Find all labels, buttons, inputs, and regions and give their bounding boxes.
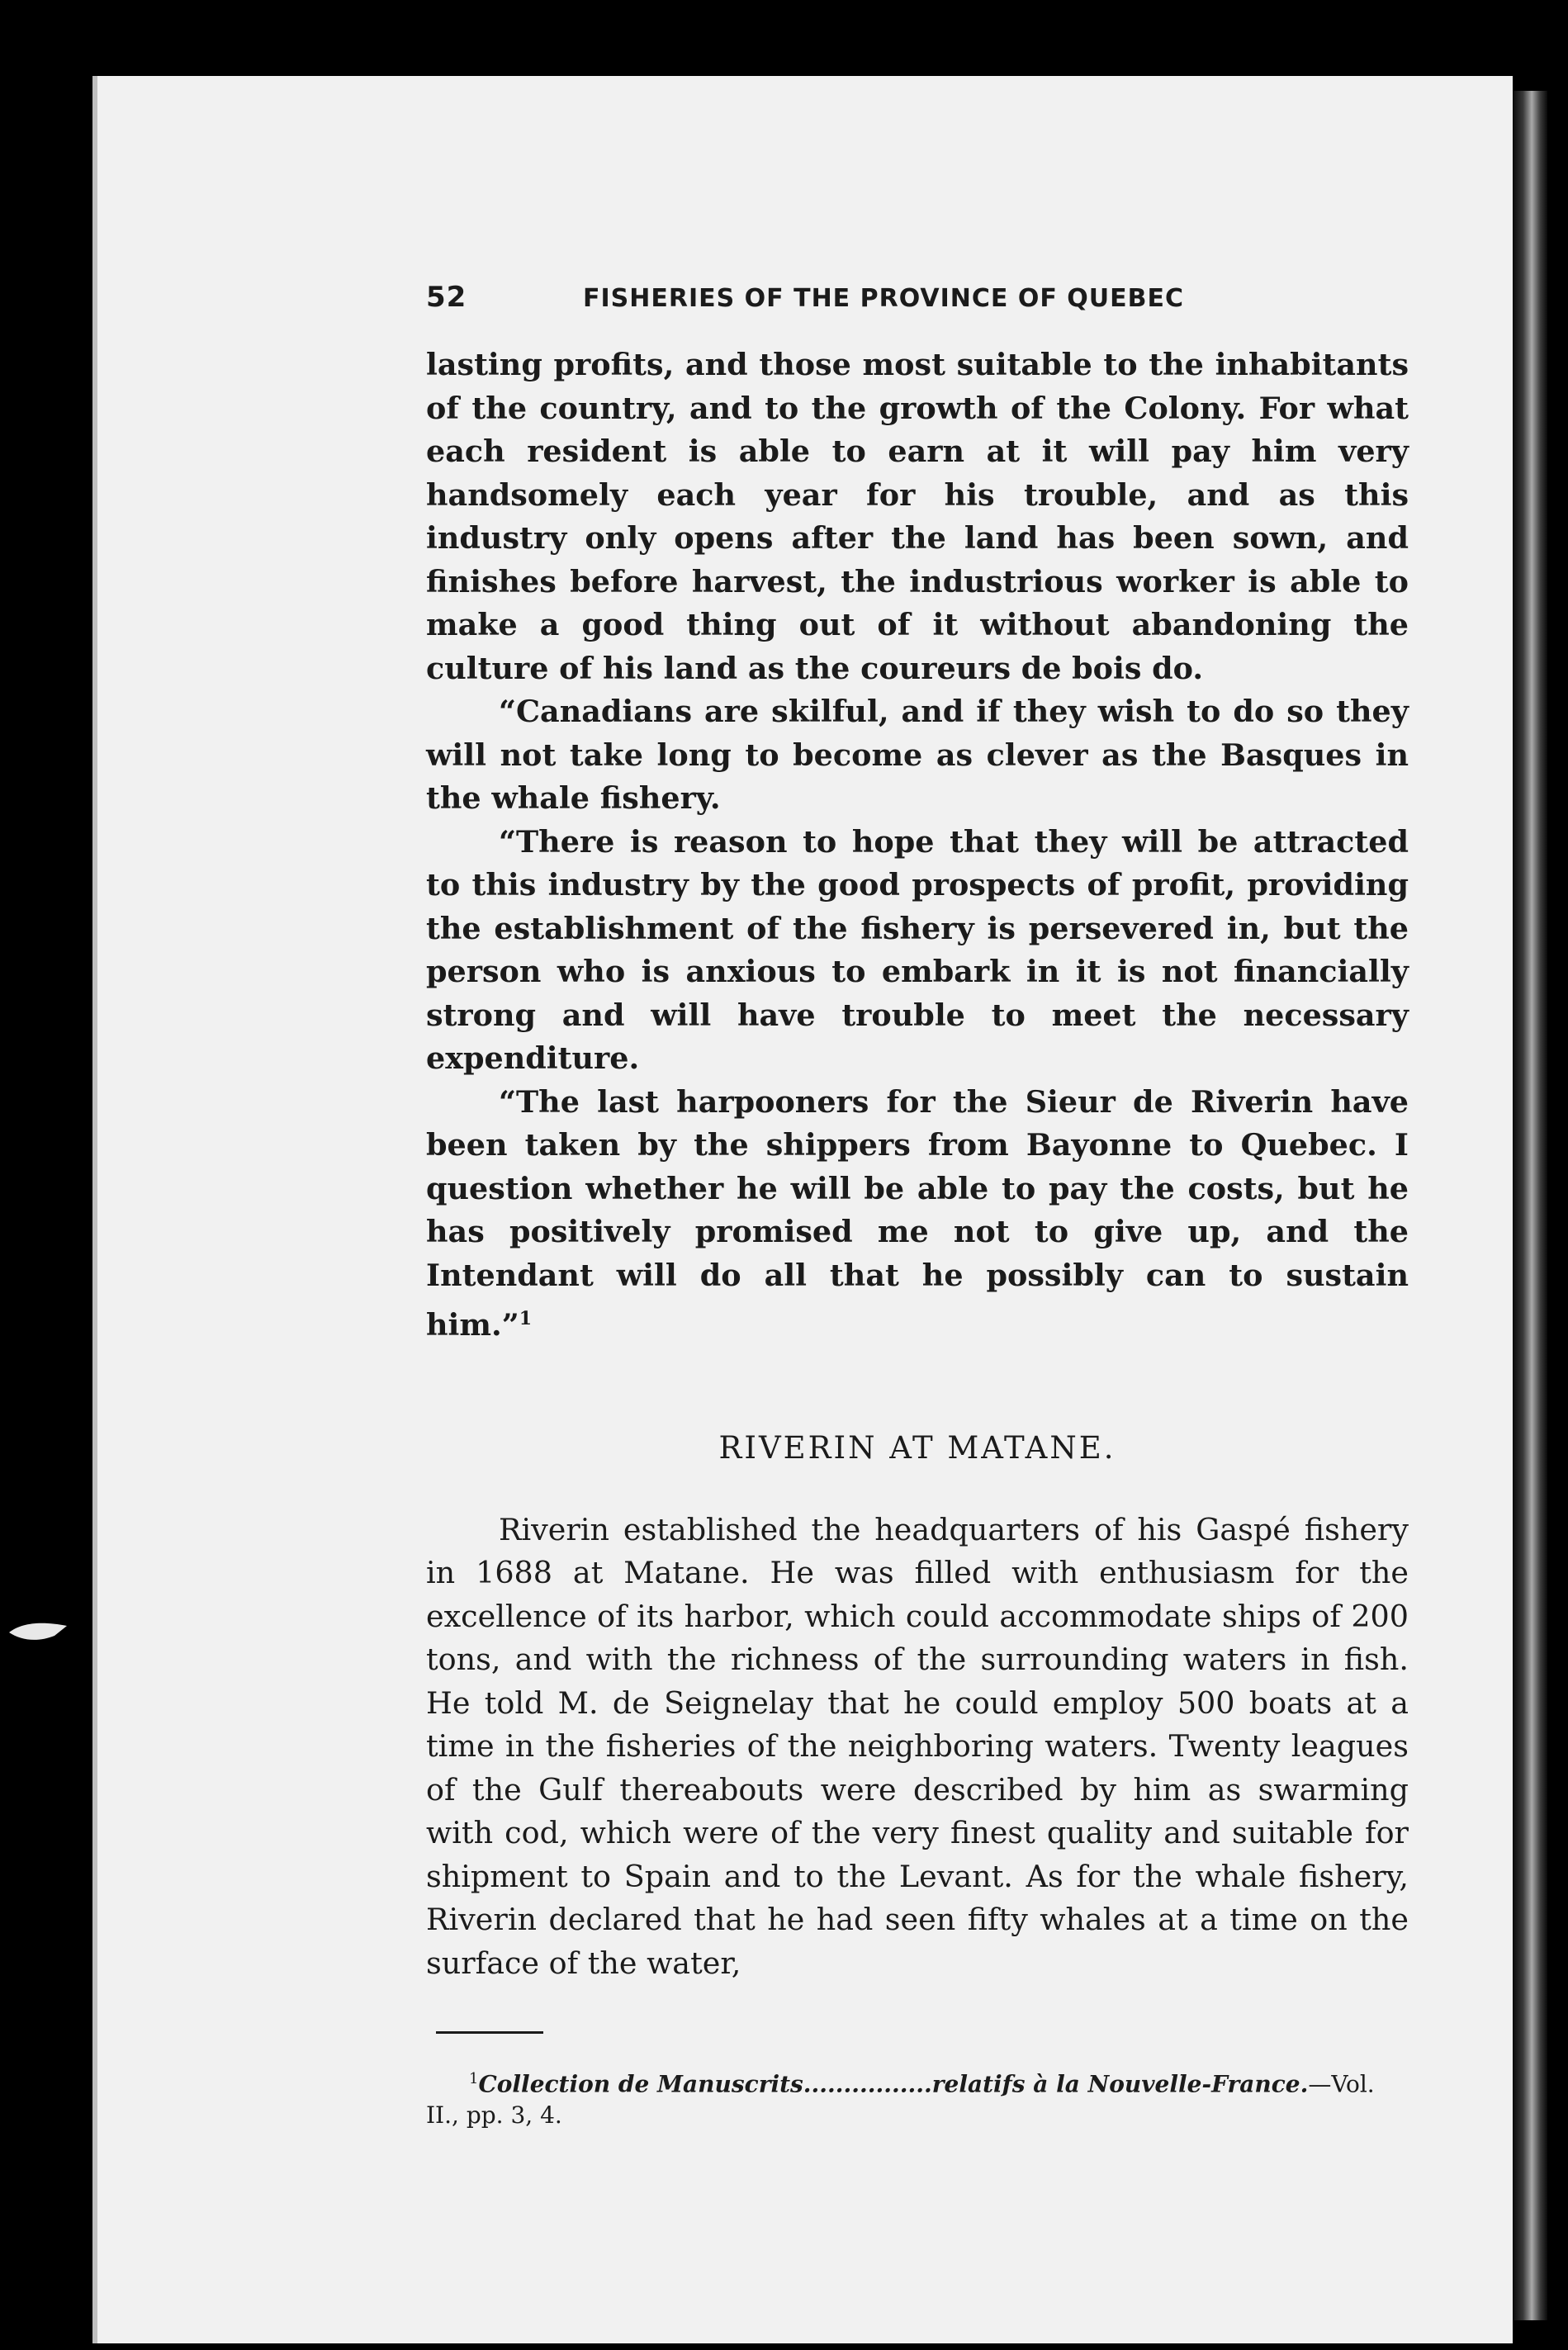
footnote-reference: 1 [519, 1308, 533, 1329]
scan-artifact-mark [5, 1614, 71, 1647]
running-title: FISHERIES OF THE PROVINCE OF QUEBEC [583, 284, 1185, 313]
footnote-source-title: Collection de Manuscrits................relatifs à la Nouvelle-France. [478, 2070, 1309, 2098]
footnote-divider [436, 2031, 543, 2034]
section-heading: RIVERIN AT MATANE. [718, 1429, 1116, 1466]
running-head [426, 281, 1409, 314]
paragraph-4-text: “The last harpooners for the Sieur de Riverin have been taken by the shippers from Bayonne to Quebec. I question whether he will be able to pay the costs, but he has positively promised me not to give up, and the Intendant will do all that he possibly can to sustain him.” [426, 1083, 1409, 1343]
section-paragraph: Riverin established the headquarters of his Gaspé fishery in 1688 at Matane. He was filled with enthusiasm for the excellence of its harbor, which could accommodate ships of 200 tons, and with the richness of the surrounding waters in fish. He told M. de Seignelay that he could employ 500 boats at a time in the fisheries of the neighboring waters. Twenty leagues of the Gulf thereabouts were described by him as swarming with cod, which were of the very finest quality and suitable for shipment to Spain and to the Levant. As for the whale fishery, Riverin declared that he had seen fifty whales at a time on the surface of the water, [426, 1511, 1409, 1981]
footnote-mark: 1 [469, 2070, 479, 2088]
section-body [426, 1509, 1409, 1986]
paragraph-3: “There is reason to hope that they will be attracted to this industry by the good prospects of profit, providing the establishment of the fishery is persevered in, but the person who is anxious to embark in it is not financially strong and will have trouble to meet the necessary expenditure. [426, 823, 1409, 1076]
paragraph-2: “Canadians are skilful, and if they wish to do so they will not take long to become as clever as the Basques in the whale fishery. [426, 694, 1409, 816]
page-spine-edge [92, 76, 97, 2343]
footnote [426, 2063, 1409, 2131]
quoted-letter [426, 343, 1409, 1348]
book-edge-strip [1513, 91, 1547, 2320]
footnote-source-detail: —Vol. II., pp. 3, 4. [426, 2070, 1375, 2130]
paragraph-4 [426, 1081, 1409, 1348]
page-content [426, 281, 1409, 2131]
page-number: 52 [426, 281, 467, 314]
paragraph-1: lasting profits, and those most suitable to the inhabitants of the country, and to the growth of the Colony. For what each resident is able to earn at it will pay him very handsomely each year for his trouble, and as this industry only opens after the land has been sown, and finishes before harvest, the industrious worker is able to make a good thing out of it without abandoning the culture of his land as the coureurs de bois do. [426, 347, 1409, 686]
